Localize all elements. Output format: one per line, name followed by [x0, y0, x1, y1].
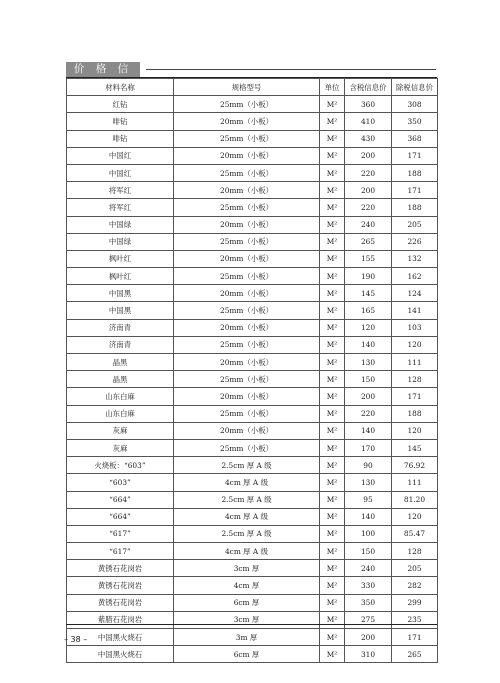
table-row [67, 646, 438, 663]
table-row [67, 130, 438, 147]
table-row [67, 113, 438, 130]
cell-unit: M² [320, 594, 345, 611]
cell-material: 中国黑火烧石 [67, 629, 174, 646]
table-row [67, 629, 438, 646]
cell-material: 山东白麻 [67, 388, 174, 405]
table-row [67, 525, 438, 542]
cell-price-excl-tax: 124 [392, 285, 438, 302]
cell-unit: M² [320, 611, 345, 628]
cell-spec: 20mm（小板） [174, 354, 320, 371]
cell-price-excl-tax: 205 [392, 216, 438, 233]
cell-spec: 25mm（小板） [174, 336, 320, 353]
cell-price-incl-tax: 190 [345, 268, 392, 285]
cell-material: “664” [67, 508, 174, 525]
cell-price-incl-tax: 430 [345, 130, 392, 147]
table-row [67, 560, 438, 577]
cell-unit: M² [320, 629, 345, 646]
cell-unit: M² [320, 508, 345, 525]
table-row [67, 474, 438, 491]
cell-spec: 25mm（小板） [174, 164, 320, 181]
cell-price-excl-tax: 162 [392, 268, 438, 285]
cell-unit: M² [320, 130, 345, 147]
cell-material: “603” [67, 474, 174, 491]
cell-unit: M² [320, 319, 345, 336]
cell-material: 中国红 [67, 147, 174, 164]
cell-unit: M² [320, 216, 345, 233]
col-header-price-incl-tax: 含税信息价 [345, 79, 392, 96]
cell-spec: 25mm（小板） [174, 199, 320, 216]
cell-price-excl-tax: 171 [392, 629, 438, 646]
table-row [67, 285, 438, 302]
cell-material: “617” [67, 525, 174, 542]
cell-price-excl-tax: 308 [392, 96, 438, 113]
cell-price-excl-tax: 350 [392, 113, 438, 130]
cell-spec: 25mm（小板） [174, 405, 320, 422]
cell-unit: M² [320, 560, 345, 577]
cell-price-incl-tax: 240 [345, 216, 392, 233]
cell-spec: 20mm（小板） [174, 182, 320, 199]
cell-unit: M² [320, 302, 345, 319]
cell-spec: 4cm 厚 A 级 [174, 508, 320, 525]
cell-material: 济南青 [67, 336, 174, 353]
section-title: 价 格 信 息 [66, 62, 140, 77]
cell-material: 枫叶红 [67, 268, 174, 285]
cell-material: 山东白麻 [67, 405, 174, 422]
cell-material: 灰麻 [67, 422, 174, 439]
cell-price-excl-tax: 145 [392, 439, 438, 456]
cell-price-incl-tax: 240 [345, 560, 392, 577]
cell-material: 黄锈石花岗岩 [67, 577, 174, 594]
cell-price-excl-tax: 299 [392, 594, 438, 611]
cell-price-incl-tax: 265 [345, 233, 392, 250]
cell-price-excl-tax: 128 [392, 371, 438, 388]
cell-spec: 3cm 厚 [174, 560, 320, 577]
table-row [67, 96, 438, 113]
cell-material: 中国黑 [67, 302, 174, 319]
table-row [67, 594, 438, 611]
cell-unit: M² [320, 491, 345, 508]
cell-spec: 2.5cm 厚 A 级 [174, 525, 320, 542]
cell-unit: M² [320, 525, 345, 542]
cell-unit: M² [320, 268, 345, 285]
cell-price-excl-tax: 188 [392, 164, 438, 181]
cell-price-incl-tax: 155 [345, 250, 392, 267]
cell-price-incl-tax: 140 [345, 422, 392, 439]
table-row [67, 302, 438, 319]
table-row [67, 216, 438, 233]
cell-price-excl-tax: 171 [392, 182, 438, 199]
table-row [67, 611, 438, 628]
cell-spec: 20mm（小板） [174, 216, 320, 233]
cell-spec: 4cm 厚 A 级 [174, 474, 320, 491]
cell-spec: 20mm（小板） [174, 285, 320, 302]
cell-spec: 3cm 厚 [174, 611, 320, 628]
cell-spec: 20mm（小板） [174, 319, 320, 336]
col-header-material: 材料名称 [67, 79, 174, 96]
cell-material: 中国黑 [67, 285, 174, 302]
cell-price-incl-tax: 140 [345, 508, 392, 525]
table-row [67, 268, 438, 285]
cell-price-excl-tax: 265 [392, 646, 438, 663]
cell-material: 晶黑 [67, 354, 174, 371]
cell-material: 紫腊石花岗岩 [67, 611, 174, 628]
cell-price-excl-tax: 111 [392, 474, 438, 491]
cell-unit: M² [320, 182, 345, 199]
price-table [66, 78, 438, 663]
section-divider [146, 69, 436, 70]
cell-material: “617” [67, 543, 174, 560]
cell-price-incl-tax: 220 [345, 199, 392, 216]
table-row [67, 319, 438, 336]
table-row [67, 577, 438, 594]
table-row [67, 147, 438, 164]
cell-unit: M² [320, 422, 345, 439]
cell-material: 晶黑 [67, 371, 174, 388]
table-row [67, 164, 438, 181]
table-row [67, 182, 438, 199]
cell-material: “664” [67, 491, 174, 508]
cell-price-excl-tax: 188 [392, 405, 438, 422]
cell-price-excl-tax: 171 [392, 147, 438, 164]
cell-price-incl-tax: 220 [345, 164, 392, 181]
cell-spec: 25mm（小板） [174, 268, 320, 285]
table-body [67, 96, 438, 663]
cell-price-incl-tax: 200 [345, 629, 392, 646]
cell-spec: 25mm（小板） [174, 371, 320, 388]
cell-price-excl-tax: 76.92 [392, 457, 438, 474]
cell-unit: M² [320, 199, 345, 216]
table-row [67, 199, 438, 216]
table-row [67, 491, 438, 508]
cell-unit: M² [320, 250, 345, 267]
cell-spec: 2.5cm 厚 A 级 [174, 491, 320, 508]
cell-price-incl-tax: 130 [345, 474, 392, 491]
cell-spec: 20mm（小板） [174, 422, 320, 439]
table-row [67, 543, 438, 560]
cell-spec: 20mm（小板） [174, 250, 320, 267]
cell-spec: 6cm 厚 [174, 646, 320, 663]
table-row [67, 388, 438, 405]
cell-material: 红钻 [67, 96, 174, 113]
cell-price-incl-tax: 150 [345, 371, 392, 388]
cell-price-excl-tax: 128 [392, 543, 438, 560]
cell-material: 黄锈石花岗岩 [67, 560, 174, 577]
cell-price-excl-tax: 188 [392, 199, 438, 216]
cell-price-incl-tax: 95 [345, 491, 392, 508]
cell-spec: 4cm 厚 A 级 [174, 543, 320, 560]
cell-price-excl-tax: 111 [392, 354, 438, 371]
cell-price-excl-tax: 120 [392, 422, 438, 439]
cell-unit: M² [320, 577, 345, 594]
cell-unit: M² [320, 336, 345, 353]
table-row [67, 422, 438, 439]
cell-material: 中国黑火烧石 [67, 646, 174, 663]
table-row [67, 354, 438, 371]
cell-material: 中国绿 [67, 216, 174, 233]
cell-unit: M² [320, 164, 345, 181]
table-header-row [67, 79, 438, 96]
cell-material: 灰麻 [67, 439, 174, 456]
cell-material: 中国绿 [67, 233, 174, 250]
cell-spec: 20mm（小板） [174, 388, 320, 405]
cell-price-excl-tax: 103 [392, 319, 438, 336]
cell-spec: 25mm（小板） [174, 130, 320, 147]
cell-price-incl-tax: 275 [345, 611, 392, 628]
cell-spec: 25mm（小板） [174, 96, 320, 113]
cell-unit: M² [320, 96, 345, 113]
cell-price-incl-tax: 350 [345, 594, 392, 611]
cell-price-incl-tax: 410 [345, 113, 392, 130]
cell-price-incl-tax: 165 [345, 302, 392, 319]
cell-material: 将军红 [67, 199, 174, 216]
page-number: – 38 – [64, 635, 88, 644]
cell-price-incl-tax: 200 [345, 147, 392, 164]
table-row [67, 405, 438, 422]
cell-price-incl-tax: 100 [345, 525, 392, 542]
cell-spec: 4cm 厚 [174, 577, 320, 594]
cell-price-excl-tax: 120 [392, 336, 438, 353]
cell-material: 啡钻 [67, 130, 174, 147]
cell-spec: 2.5cm 厚 A 级 [174, 457, 320, 474]
table-row [67, 508, 438, 525]
cell-material: 啡钻 [67, 113, 174, 130]
cell-material: 中国红 [67, 164, 174, 181]
cell-unit: M² [320, 543, 345, 560]
table-row [67, 439, 438, 456]
cell-unit: M² [320, 388, 345, 405]
cell-price-incl-tax: 90 [345, 457, 392, 474]
cell-price-incl-tax: 130 [345, 354, 392, 371]
cell-price-incl-tax: 200 [345, 388, 392, 405]
cell-spec: 6cm 厚 [174, 594, 320, 611]
col-header-unit: 单位 [320, 79, 345, 96]
cell-material: 枫叶红 [67, 250, 174, 267]
cell-unit: M² [320, 113, 345, 130]
cell-price-incl-tax: 360 [345, 96, 392, 113]
cell-spec: 25mm（小板） [174, 302, 320, 319]
cell-price-incl-tax: 220 [345, 405, 392, 422]
cell-price-excl-tax: 81.20 [392, 491, 438, 508]
cell-price-excl-tax: 141 [392, 302, 438, 319]
table-bottom-rule [66, 624, 437, 625]
cell-material: 将军红 [67, 182, 174, 199]
cell-spec: 20mm（小板） [174, 113, 320, 130]
cell-unit: M² [320, 371, 345, 388]
cell-price-incl-tax: 150 [345, 543, 392, 560]
cell-price-incl-tax: 140 [345, 336, 392, 353]
cell-price-excl-tax: 120 [392, 508, 438, 525]
cell-price-excl-tax: 205 [392, 560, 438, 577]
cell-price-incl-tax: 145 [345, 285, 392, 302]
table-row [67, 457, 438, 474]
cell-material: 火烧板：“603” [67, 457, 174, 474]
cell-price-excl-tax: 171 [392, 388, 438, 405]
cell-price-incl-tax: 330 [345, 577, 392, 594]
cell-unit: M² [320, 354, 345, 371]
cell-price-excl-tax: 368 [392, 130, 438, 147]
cell-unit: M² [320, 646, 345, 663]
cell-material: 黄锈石花岗岩 [67, 594, 174, 611]
table-row [67, 371, 438, 388]
cell-spec: 20mm（小板） [174, 147, 320, 164]
cell-spec: 25mm（小板） [174, 439, 320, 456]
cell-unit: M² [320, 405, 345, 422]
col-header-spec: 规格型号 [174, 79, 320, 96]
cell-spec: 3m 厚 [174, 629, 320, 646]
cell-unit: M² [320, 285, 345, 302]
cell-material: 济南青 [67, 319, 174, 336]
cell-price-excl-tax: 235 [392, 611, 438, 628]
cell-unit: M² [320, 233, 345, 250]
cell-unit: M² [320, 457, 345, 474]
table-row [67, 336, 438, 353]
cell-price-excl-tax: 226 [392, 233, 438, 250]
table-row [67, 233, 438, 250]
cell-price-incl-tax: 170 [345, 439, 392, 456]
cell-unit: M² [320, 439, 345, 456]
cell-price-incl-tax: 310 [345, 646, 392, 663]
cell-price-excl-tax: 85.47 [392, 525, 438, 542]
cell-spec: 25mm（小板） [174, 233, 320, 250]
cell-unit: M² [320, 474, 345, 491]
cell-price-excl-tax: 282 [392, 577, 438, 594]
col-header-price-excl-tax: 除税信息价 [392, 79, 438, 96]
cell-unit: M² [320, 147, 345, 164]
cell-price-excl-tax: 132 [392, 250, 438, 267]
cell-price-incl-tax: 120 [345, 319, 392, 336]
cell-price-incl-tax: 200 [345, 182, 392, 199]
table-row [67, 250, 438, 267]
